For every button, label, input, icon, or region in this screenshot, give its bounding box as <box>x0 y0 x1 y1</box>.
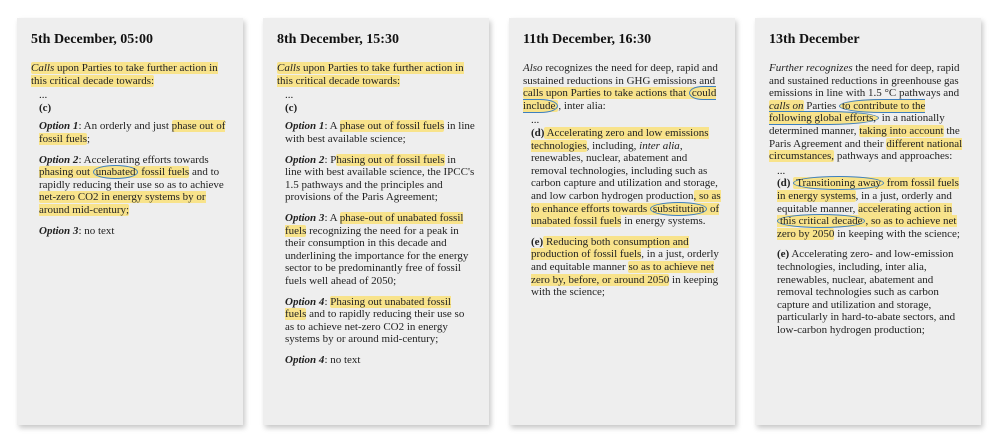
option-text: : A <box>324 120 340 133</box>
intro-emphasis: Also <box>523 62 543 74</box>
option-text: : no text <box>324 353 361 366</box>
clause-d <box>769 177 967 240</box>
draft-card-11-december <box>509 18 735 425</box>
highlight-text: fossil fuels <box>138 166 190 179</box>
intro-text: in a nationally determined manner, <box>769 112 945 137</box>
clause-text: in keeping with the science; <box>531 273 719 299</box>
option-text: : P <box>324 153 337 166</box>
highlight <box>277 62 464 87</box>
circled-word: substitution <box>650 202 707 216</box>
highlight-text: of unabated fossil fuels <box>531 202 720 228</box>
clause-text: , including, <box>586 139 640 152</box>
clause-e <box>523 236 721 299</box>
option-1 <box>277 120 475 145</box>
clause-letter: (d) <box>531 126 545 139</box>
option-label: Option 2 <box>285 153 325 166</box>
option-text: recognizing the need for a peak in their consumption in this decade and underlining the importance for the energy sector to be predominantly free of fossil fuels well ahead of 2050; <box>285 224 469 287</box>
circled-highlight: to contribute to the following global efforts, <box>769 99 926 125</box>
option-label: Option 2 <box>39 153 79 166</box>
ellipsis: ... <box>285 89 294 102</box>
clause-emphasis: inter alia <box>639 139 680 152</box>
intro-emphasis: calls on <box>769 99 804 112</box>
option-3 <box>31 225 229 238</box>
highlight-text: accelerating action in <box>858 202 953 215</box>
circled-word: could include <box>523 87 717 112</box>
option-text: in line with best available science, the IPCC's 1.5 pathways and the principles and provisions of the Paris Agreement; <box>285 153 475 204</box>
intro-paragraph <box>31 62 229 87</box>
option-label: Option 3 <box>285 211 325 224</box>
card-heading: 11th December, 16:30 <box>523 32 652 47</box>
card-heading: 8th December, 15:30 <box>277 32 399 47</box>
highlight: Reducing both consumption and production of fossil fuels <box>531 235 689 261</box>
option-text: : no text <box>78 224 115 237</box>
highlight-text: from fossil fuels in energy systems <box>777 177 959 202</box>
intro-paragraph <box>277 62 475 87</box>
highlight <box>39 166 189 178</box>
clause-text: Accelerating zero- and low-emission technologies, including, inter alia, renewables, nuclear, abatement and removal technologies such as carbon capture and utilization and storage, particularly in hard-to-abate sectors, and low-carbon hydrogen production; <box>777 248 956 336</box>
ellipsis: ... <box>39 89 48 102</box>
highlight <box>769 100 804 112</box>
clause-letter: (d) <box>777 177 791 190</box>
clause-letter: (e) <box>777 248 790 261</box>
intro-paragraph <box>523 62 721 112</box>
highlight-text: , so as to achieve net zero by 2050 <box>777 215 957 240</box>
circled-word: unabated <box>93 165 139 179</box>
highlight: phase out of fossil fuels <box>339 120 445 133</box>
highlight-text: , so as to enhance efforts towards <box>531 189 721 215</box>
highlight <box>523 87 716 112</box>
option-5 <box>277 354 475 367</box>
option-text: : An orderly and just <box>78 120 172 133</box>
intro-text: upon Parties to take further action in this critical decade towards: <box>277 62 464 87</box>
option-label: Option 1 <box>285 120 325 133</box>
circled-word: Transitioning away <box>793 176 884 190</box>
option-2 <box>31 154 229 217</box>
intro-text: upon Parties to take further action in this critical decade towards: <box>31 62 218 87</box>
draft-card-5-december <box>17 18 243 425</box>
clause-letter: (c) <box>39 101 52 114</box>
option-text: : <box>324 295 331 308</box>
clause-d <box>523 127 721 228</box>
intro-text: the Paris Agreement and their <box>769 124 960 150</box>
clause-text: , in a just, orderly and equitable manner, <box>777 189 952 215</box>
intro-text: recognizes the need for deep, rapid and sustained reductions in GHG emissions and <box>523 62 718 87</box>
circled-word: this critical decade <box>777 214 865 228</box>
option-text: in line with best available science; <box>285 120 475 145</box>
highlight: Accelerating zero and low emissions technologies <box>531 126 709 152</box>
clause-e <box>769 248 967 336</box>
highlight: net-zero CO2 in energy systems by or around mid-century; <box>39 191 206 216</box>
option-4 <box>277 296 475 346</box>
highlight: phase out of fossil fuels <box>39 120 226 145</box>
clause-text: in energy systems. <box>621 215 706 228</box>
option-text: : Accelerating efforts towards <box>78 153 209 166</box>
clause-letter: (c) <box>285 101 298 114</box>
highlight-text: phasing out <box>39 166 93 179</box>
draft-card-13-december <box>755 18 981 425</box>
ellipsis: ... <box>531 114 540 127</box>
clause-text: , renewables, nuclear, abatement and removal technologies, including such as carbon capture and utilization and storage, and low carbon hydrogen production <box>531 139 718 202</box>
clause-letter: (e) <box>531 235 544 248</box>
intro-emphasis: Further recognizes <box>769 62 853 74</box>
option-label: Option 3 <box>39 224 79 237</box>
clause-text: in keeping with the science; <box>834 227 960 240</box>
option-label: Option 4 <box>285 295 325 308</box>
option-2 <box>277 154 475 204</box>
highlight: Phasing out unabated fossil fuels <box>285 295 451 321</box>
highlight: so as to achieve net zero by, before, or around 2050 <box>531 260 714 286</box>
intro-emphasis: Calls <box>31 62 55 74</box>
ellipsis: ... <box>777 164 786 177</box>
option-1 <box>31 120 229 145</box>
highlight: different national circumstances, <box>769 137 963 163</box>
intro-text: pathways and approaches: <box>834 150 953 163</box>
intro-paragraph <box>769 62 967 163</box>
option-3 <box>277 212 475 288</box>
option-text: ; <box>86 132 91 145</box>
option-label: Option 4 <box>285 353 325 366</box>
card-heading: 13th December <box>769 32 860 47</box>
highlight: hasing out of fossil fuels <box>336 153 445 166</box>
intro-emphasis: Calls <box>277 62 301 74</box>
draft-card-8-december <box>263 18 489 425</box>
option-label: Option 1 <box>39 120 79 133</box>
intro-text: , inter alia: <box>558 99 606 112</box>
highlight: phase-out of unabated fossil fuels <box>285 211 464 237</box>
highlight-text: calls upon Parties to take actions that <box>523 87 689 100</box>
intro-text: Parties <box>803 99 839 112</box>
option-text: and to rapidly reducing their use so as to achieve net-zero CO2 in energy systems by or around mid-century; <box>285 308 465 346</box>
highlight <box>31 62 218 87</box>
intro-text: the need for deep, rapid and sustained reductions in greenhouse gas emissions in line with 1.5 °C pathways and <box>769 62 960 100</box>
clause-text: , in a just, orderly and equitable manner <box>531 248 719 273</box>
highlight: taking into account <box>859 124 944 137</box>
option-text: : A <box>324 211 340 224</box>
option-text: and to rapidly reducing their use so as to achieve <box>39 166 224 191</box>
card-heading: 5th December, 05:00 <box>31 32 153 47</box>
